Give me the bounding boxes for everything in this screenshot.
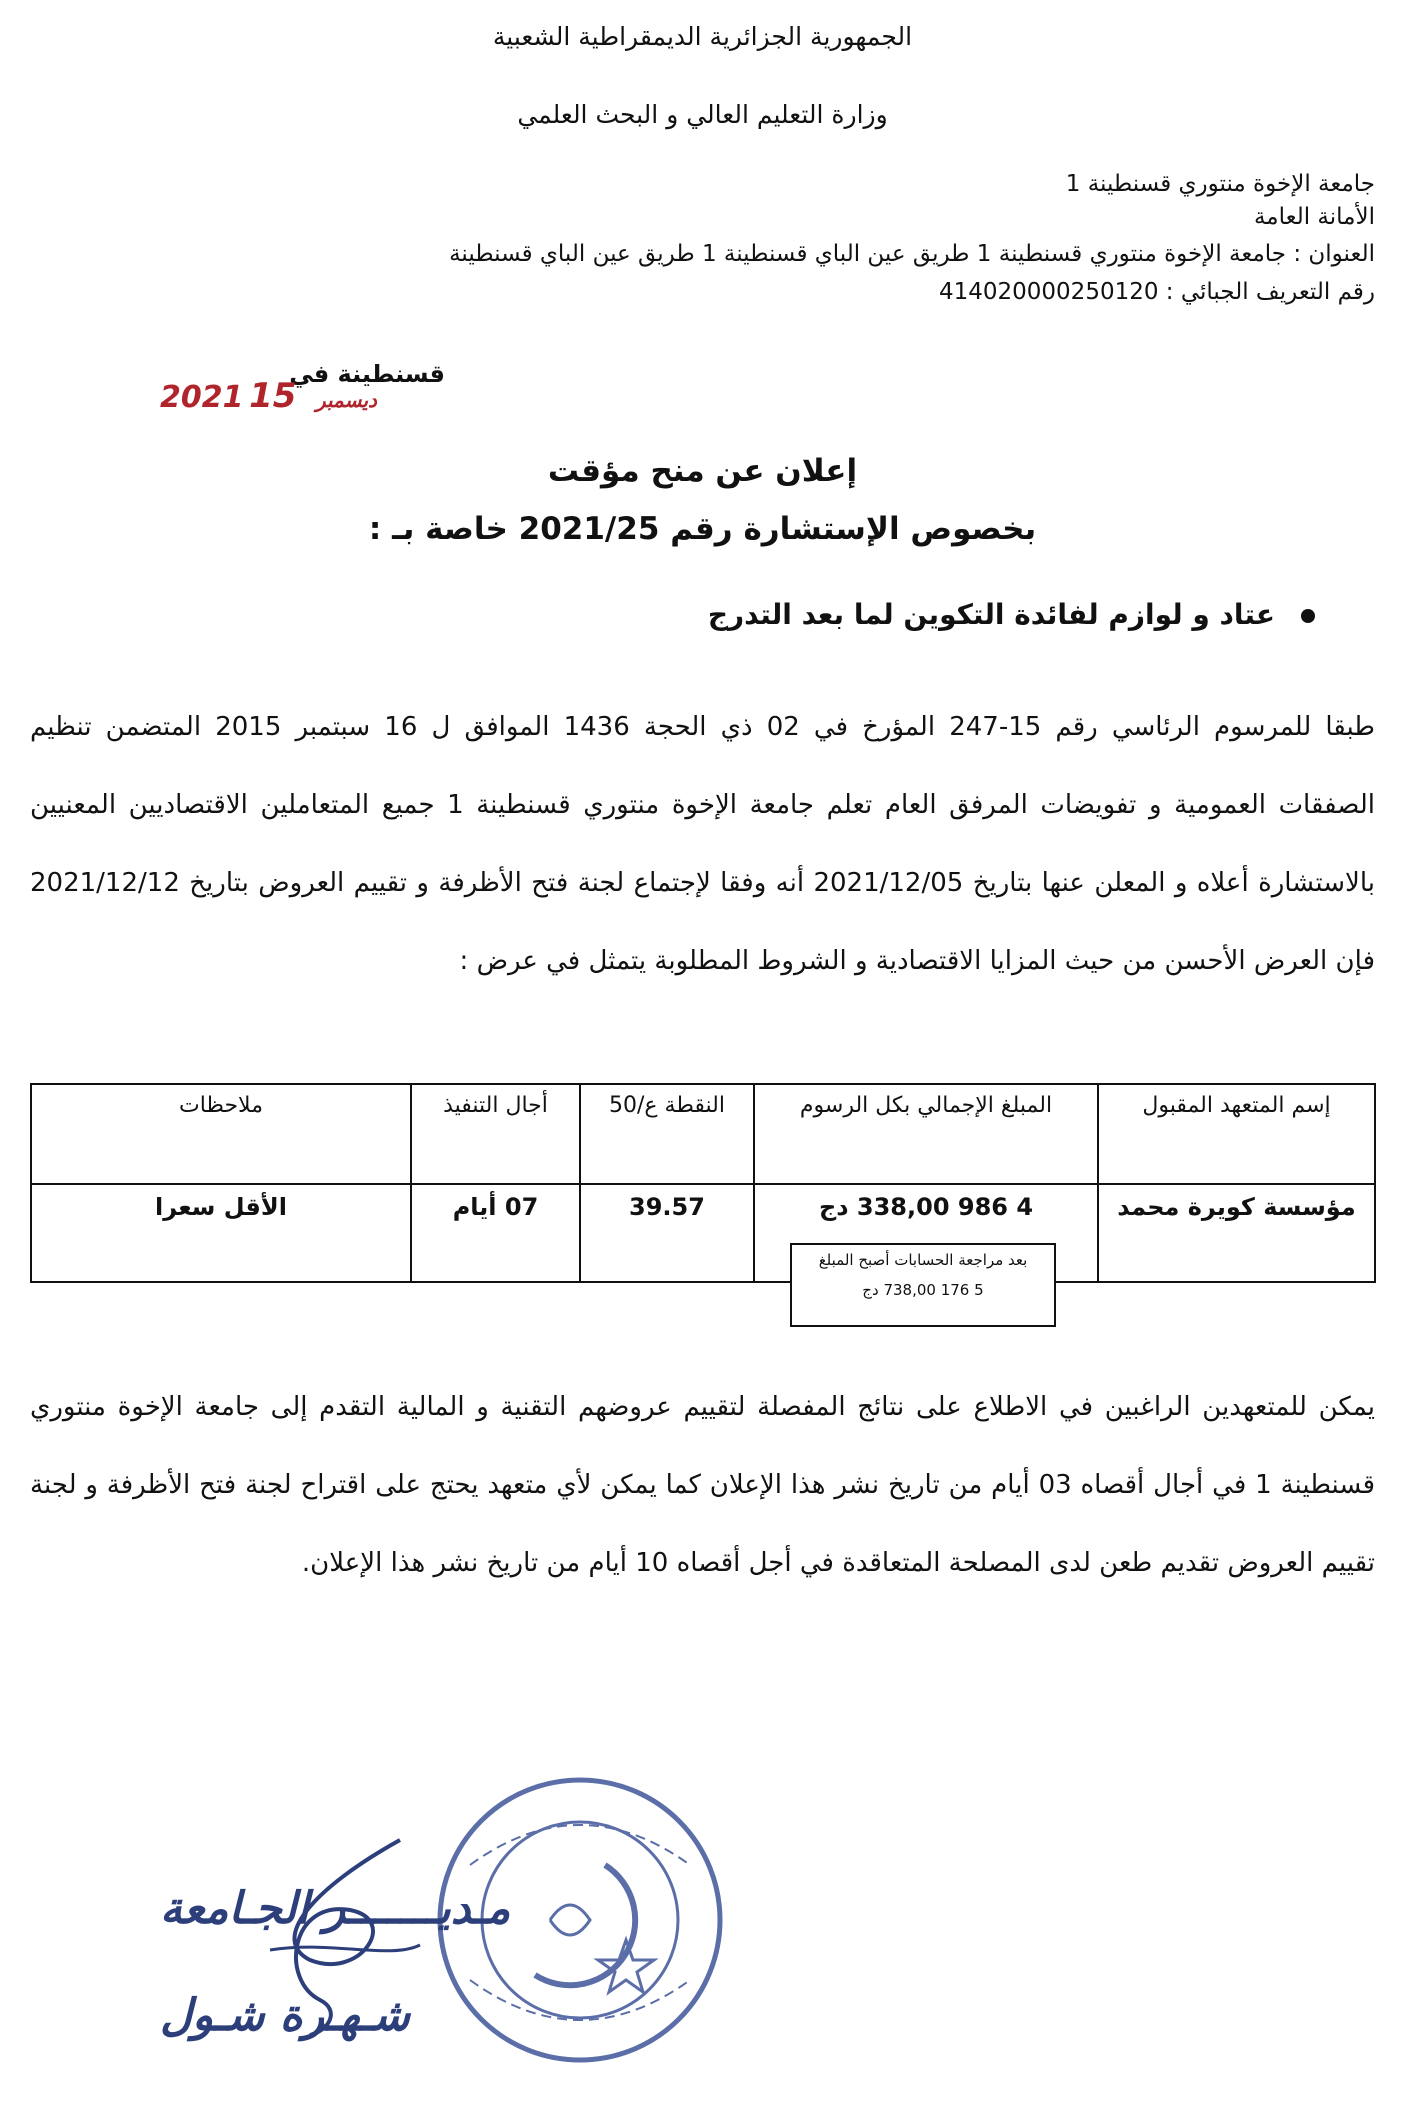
republic-header: الجمهورية الجزائرية الديمقراطية الشعبية — [492, 22, 913, 51]
cell-amount: 4 986 338,00 دج — [754, 1184, 1098, 1282]
header-notes: ملاحظات — [31, 1084, 411, 1184]
cell-score: 39.57 — [580, 1184, 754, 1282]
cell-delay: 07 أيام — [411, 1184, 580, 1282]
header-delay: أجال التنفيذ — [411, 1084, 580, 1184]
date-stamp — [160, 376, 391, 416]
city-date-label: قسنطينة في — [289, 360, 445, 388]
header-bidder: إسم المتعهد المقبول — [1098, 1084, 1375, 1184]
announcement-subtitle: بخصوص الإستشارة رقم 2021/25 خاصة بـ : — [368, 511, 1037, 547]
department-name: الأمانة العامة — [1253, 204, 1375, 230]
results-table — [30, 1083, 1376, 1283]
correction-label: بعد مراجعة الحسابات أصبح المبلغ — [818, 1251, 1028, 1269]
table-header-row — [31, 1084, 1375, 1184]
correction-amount: 5 176 738,00 دج — [862, 1281, 984, 1299]
amount-correction-box — [790, 1243, 1056, 1327]
subject-text: عتاد و لوازم لفائدة التكوين لما بعد التدرج — [707, 598, 1275, 631]
announcement-title: إعلان عن منح مؤقت — [547, 453, 858, 489]
stamp-day: 15 — [249, 376, 297, 416]
institution-address: العنوان : جامعة الإخوة منتوري قسنطينة 1 طريق عين الباي قسنطينة 1 طريق عين الباي قسنطينة — [449, 241, 1375, 267]
tax-id: رقم التعريف الجبائي : 414020000250120 — [938, 279, 1375, 305]
subject-bullet — [708, 598, 1315, 631]
header-amount: المبلغ الإجمالي بكل الرسوم — [754, 1084, 1098, 1184]
appeal-paragraph: يمكن للمتعهدين الراغبين في الاطلاع على نتائج المفصلة لتقييم عروضهم التقنية و المالية التقدم إلى جامعة الإخوة منتوري قسنطينة 1 في أجال أقصاه 03 أيام من تاريخ نشر هذا الإعلان كما يمكن لأي متعهد يحتج على اقتراح لجنة فتح الأظرفة و لجنة تقييم العروض تقديم طعن لدى المصلحة المتعاقدة في أجل أقصاه 10 أيام من تاريخ نشر هذا الإعلان. — [30, 1392, 1375, 1578]
ministry-header: وزارة التعليم العالي و البحث العلمي — [517, 100, 888, 129]
cell-notes: الأقل سعرا — [31, 1184, 411, 1282]
table-row — [31, 1184, 1375, 1282]
intro-paragraph: طبقا للمرسوم الرئاسي رقم 15-247 المؤرخ في 02 ذي الحجة 1436 الموافق ل 16 سبتمبر 2015 المتضمن تنظيم الصفقات العمومية و تفويضات المرفق العام تعلم جامعة الإخوة منتوري قسنطينة 1 جميع المتعاملين الاقتصاديين المعنيين بالاستشارة أعلاه و المعلن عنها بتاريخ 2021/12/05 أنه وفقا لإجتماع لجنة فتح الأظرفة و تقييم العروض بتاريخ 2021/12/12 فإن العرض الأحسن من حيث المزايا الاقتصادية و الشروط المطلوبة يتمثل في عرض : — [30, 712, 1376, 976]
header-score: النقطة ع/50 — [580, 1084, 754, 1184]
bullet-icon — [1301, 609, 1315, 623]
signatory-title: مـديـــــــر الجـامعة — [160, 1883, 511, 1934]
cell-bidder: مؤسسة كويرة محمد — [1098, 1184, 1375, 1282]
institution-name: جامعة الإخوة منتوري قسنطينة 1 — [1065, 171, 1375, 197]
signatory-name: شـهـرة شـول — [160, 1990, 411, 2041]
stamp-month: ديسمبر — [315, 388, 377, 412]
stamp-year: 2021 — [160, 380, 244, 415]
